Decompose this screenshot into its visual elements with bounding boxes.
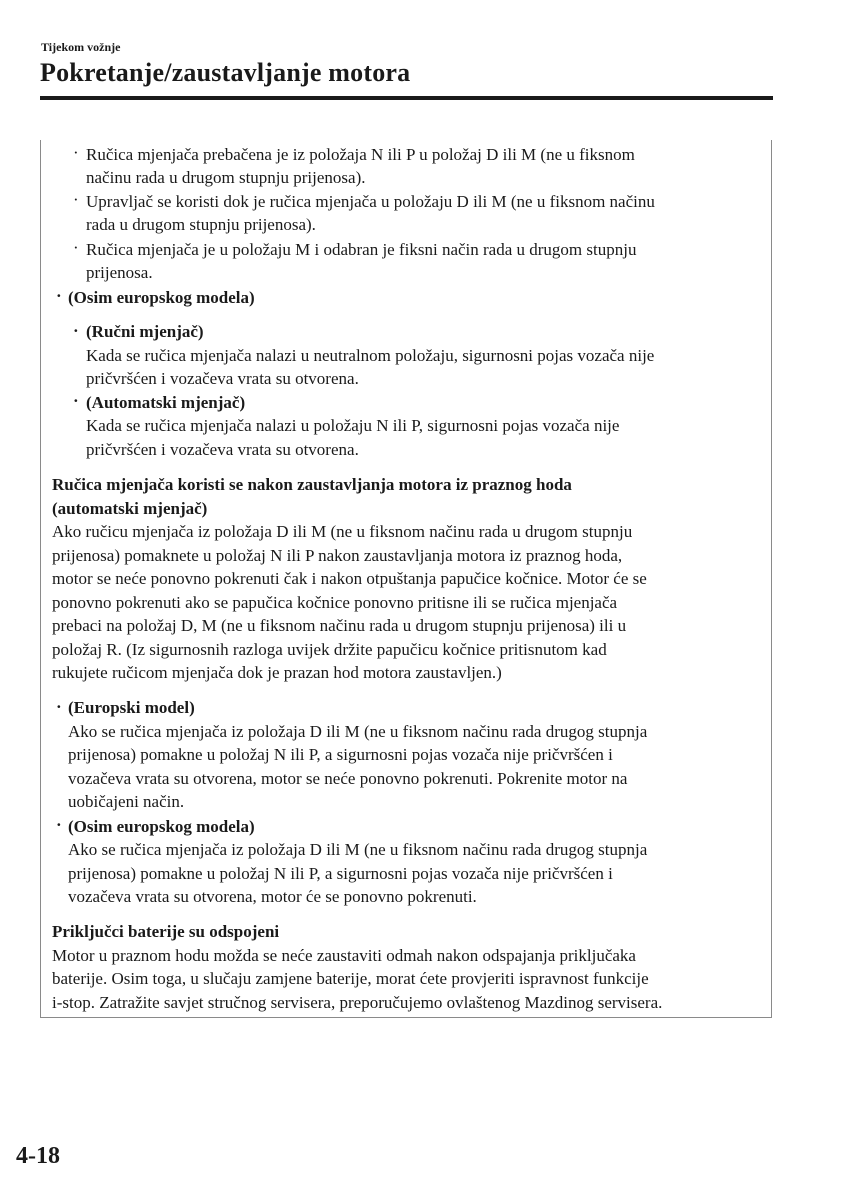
subheading-manual: (Ručni mjenjač) (86, 322, 204, 341)
bullet: · (56, 697, 62, 716)
bullet: · (73, 391, 79, 410)
list-item-line: Upravljač se koristi dok je ručica mjenjača u položaju D ili M (ne u fiksnom načinu (86, 192, 655, 211)
paragraph-line: Motor u praznom hodu možda se neće zaustaviti odmah nakon odspajanja priključaka (52, 946, 636, 965)
text-line: Kada se ručica mjenjača nalazi u neutralnom položaju, sigurnosni pojas vozača nije (86, 346, 655, 365)
text-line: pričvršćen i vozačeva vrata su otvorena. (86, 369, 359, 388)
paragraph-line: položaj R. (Iz sigurnosnih razloga uvijek držite papučicu kočnice pritisnutom kad (52, 640, 607, 659)
bullet: · (73, 238, 79, 257)
text-line: Kada se ručica mjenjača nalazi u položaju N ili P, sigurnosni pojas vozača nije (86, 416, 620, 435)
text-line: Ako se ručica mjenjača iz položaja D ili M (ne u fiksnom načinu rada drugog stupnja (68, 840, 648, 859)
list-item-line: rada u drugom stupnju prijenosa). (86, 215, 316, 234)
paragraph-line: i-stop. Zatražite savjet stručnog servisera, preporučujemo ovlaštenog Mazdinog servisera. (52, 993, 663, 1012)
paragraph-line: prijenosa) pomaknete u položaj N ili P nakon zaustavljanja motora iz praznog hoda, (52, 546, 623, 565)
bullet: · (56, 815, 62, 834)
paragraph-line: Ako ručicu mjenjača iz položaja D ili M (ne u fiksnom načinu rada u drugom stupnju (52, 522, 633, 541)
section-label: Tijekom vožnje (41, 40, 121, 54)
list-item-line: načinu rada u drugom stupnju prijenosa). (86, 168, 366, 187)
section-heading: Priključci baterije su odspojeni (52, 922, 280, 941)
subheading-automatic: (Automatski mjenjač) (86, 393, 246, 412)
paragraph-line: prebaci na položaj D, M (ne u fiksnom načinu rada u drugom stupnju prijenosa) ili u (52, 616, 627, 635)
paragraph-line: motor se neće ponovno pokrenuti čak i nakon otpuštanja papučice kočnice. Motor će se (52, 569, 647, 588)
title-rule (40, 96, 773, 100)
paragraph-line: rukujete ručicom mjenjača dok je prazan hod motora zaustavljen.) (52, 663, 502, 682)
bullet: · (73, 190, 79, 209)
list-item-line: Ručica mjenjača je u položaju M i odabran je fiksni način rada u drugom stupnju (86, 240, 637, 259)
section-heading: (automatski mjenjač) (52, 499, 208, 518)
section-heading: Ručica mjenjača koristi se nakon zaustavljanja motora iz praznog hoda (52, 475, 572, 494)
page-title: Pokretanje/zaustavljanje motora (40, 58, 411, 87)
text-line: pričvršćen i vozačeva vrata su otvorena. (86, 440, 359, 459)
page-number: 4-18 (16, 1143, 60, 1169)
paragraph-line: baterije. Osim toga, u slučaju zamjene baterije, morat ćete provjeriti ispravnost funkcije (52, 969, 649, 988)
list-item-line: prijenosa. (86, 263, 153, 282)
text-line: vozačeva vrata su otvorena, motor se neće ponovno pokrenuti. Pokrenite motor na (68, 769, 628, 788)
bullet: · (56, 286, 62, 305)
subheading-european: (Europski model) (68, 698, 195, 717)
list-item-line: Ručica mjenjača prebačena je iz položaja N ili P u položaj D ili M (ne u fiksnom (86, 145, 635, 164)
subheading-other-models: (Osim europskog modela) (68, 288, 255, 307)
bullet: · (73, 143, 79, 162)
text-line: prijenosa) pomakne u položaj N ili P, a sigurnosni pojas vozača nije pričvršćen i (68, 864, 613, 883)
text-line: prijenosa) pomakne u položaj N ili P, a sigurnosni pojas vozača nije pričvršćen i (68, 745, 613, 764)
text-line: vozačeva vrata su otvorena, motor će se ponovno pokrenuti. (68, 887, 477, 906)
text-line: uobičajeni način. (68, 792, 185, 811)
paragraph-line: ponovno pokrenuti ako se papučica kočnice ponovno pritisne ili se ručica mjenjača (52, 593, 618, 612)
text-line: Ako se ručica mjenjača iz položaja D ili M (ne u fiksnom načinu rada drugog stupnja (68, 722, 648, 741)
bullet: · (73, 321, 79, 340)
subheading-other-models: (Osim europskog modela) (68, 817, 255, 836)
